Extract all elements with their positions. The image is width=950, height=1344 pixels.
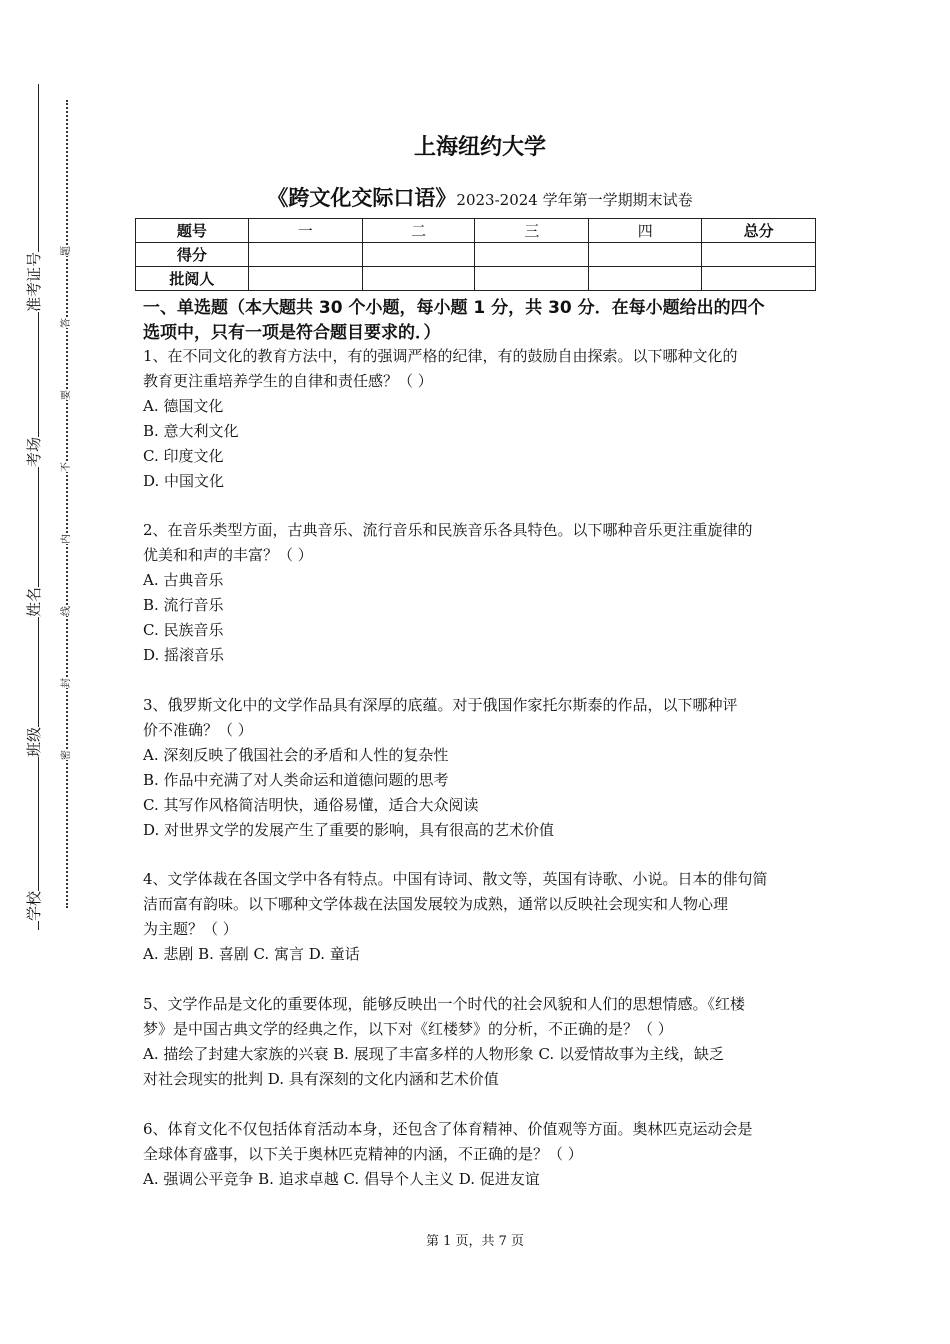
seal-char: 题 — [61, 246, 72, 256]
option-d[interactable]: D. 摇滚音乐 — [143, 646, 225, 664]
reviewer-cell[interactable] — [248, 267, 362, 291]
question-line: 教育更注重培养学生的自律和责任感？（ ） — [143, 372, 433, 390]
question-line: 1、在不同文化的教育方法中，有的强调严格的纪律，有的鼓励自由探索。以下哪种文化的 — [143, 347, 738, 365]
question-line: 梦》是中国古典文学的经典之作，以下对《红楼梦》的分析，不正确的是？（ ） — [143, 1020, 673, 1038]
binding-dotted-line — [66, 100, 68, 908]
question-line: 5、文学作品是文化的重要体现，能够反映出一个时代的社会风貌和人们的思想情感。《红楼 — [143, 995, 746, 1013]
label-class: 班级 — [24, 726, 43, 758]
question-line: 优美和和声的丰富？（ ） — [143, 546, 313, 564]
question-6-stem — [143, 1117, 811, 1167]
seal-char: 不 — [61, 462, 72, 472]
reviewer-cell[interactable] — [589, 267, 702, 291]
question-5-options — [143, 1042, 811, 1092]
option-c[interactable]: C. 民族音乐 — [143, 621, 224, 639]
question-line: 3、俄罗斯文化中的文学作品具有深厚的底蕴。对于俄国作家托尔斯泰的作品，以下哪种评 — [143, 696, 738, 714]
option-line[interactable]: 对社会现实的批判 D. 具有深刻的文化内涵和艺术价值 — [143, 1070, 499, 1088]
label-school: 学校 — [24, 890, 43, 922]
row-label: 得分 — [136, 243, 249, 267]
score-cell[interactable] — [702, 243, 816, 267]
seal-char: 线 — [61, 606, 72, 616]
option-a[interactable]: A. 德国文化 — [143, 397, 224, 415]
exam-term: 2023-2024 学年第一学期期末试卷 — [456, 191, 693, 209]
reviewer-row — [136, 267, 816, 291]
header-cell: 总分 — [702, 219, 816, 243]
section-heading-line: 一、单选题（本大题共 30 个小题，每小题 1 分，共 30 分．在每小题给出的四个 — [143, 298, 765, 318]
option-b[interactable]: B. 流行音乐 — [143, 596, 224, 614]
binding-solid-line — [38, 84, 39, 930]
score-table — [135, 218, 816, 291]
question-2-stem — [143, 518, 811, 568]
question-1-stem — [143, 344, 811, 394]
reviewer-cell[interactable] — [362, 267, 475, 291]
score-cell[interactable] — [362, 243, 475, 267]
question-line: 2、在音乐类型方面，古典音乐、流行音乐和民族音乐各具特色。以下哪种音乐更注重旋律的 — [143, 521, 753, 539]
header-cell: 二 — [362, 219, 475, 243]
page-footer: 第 1 页，共 7 页 — [425, 1234, 525, 1249]
header-cell: 一 — [248, 219, 362, 243]
option-a[interactable]: A. 古典音乐 — [143, 571, 224, 589]
question-line: 为主题？（ ） — [143, 920, 238, 938]
question-line: 全球体育盛事，以下关于奥林匹克精神的内涵，不正确的是？（ ） — [143, 1145, 583, 1163]
row-label: 批阅人 — [136, 267, 249, 291]
score-table-header-row — [136, 219, 816, 243]
score-cell[interactable] — [248, 243, 362, 267]
option-b[interactable]: B. 意大利文化 — [143, 422, 239, 440]
question-3-options — [143, 743, 811, 843]
school-name: 上海纽约大学 — [413, 135, 546, 160]
option-line[interactable]: A. 强调公平竞争 B. 追求卓越 C. 倡导个人主义 D. 促进友谊 — [143, 1170, 540, 1188]
section-heading-line: 选项中，只有一项是符合题目要求的．） — [143, 323, 441, 343]
reviewer-cell[interactable] — [475, 267, 589, 291]
question-line: 洁而富有韵味。以下哪种文学体裁在法国发展较为成熟，通常以反映社会现实和人物心理 — [143, 895, 729, 913]
header-cell: 四 — [589, 219, 702, 243]
binding-margin — [0, 0, 90, 1344]
label-exam-number: 准考证号 — [25, 251, 44, 313]
question-3-stem — [143, 693, 811, 743]
score-cell[interactable] — [589, 243, 702, 267]
exam-title — [143, 182, 817, 212]
question-1-options — [143, 394, 811, 494]
question-line: 4、文学体裁在各国文学中各有特点。中国有诗词、散文等，英国有诗歌、小说。日本的俳句简 — [143, 870, 768, 888]
option-c[interactable]: C. 印度文化 — [143, 447, 224, 465]
header-cell: 题号 — [136, 219, 249, 243]
seal-char: 密 — [61, 750, 72, 760]
reviewer-cell[interactable] — [702, 267, 816, 291]
question-5-stem — [143, 992, 811, 1042]
question-line: 6、体育文化不仅包括体育活动本身，还包含了体育精神、价值观等方面。奥林匹克运动会是 — [143, 1120, 753, 1138]
label-exam-room: 考场 — [24, 436, 43, 468]
seal-char: 要 — [61, 390, 72, 400]
course-name: 《跨文化交际口语》 — [267, 186, 457, 210]
option-d[interactable]: D. 中国文化 — [143, 472, 225, 490]
section-heading — [143, 296, 813, 346]
score-row — [136, 243, 816, 267]
option-d[interactable]: D. 对世界文学的发展产生了重要的影响，具有很高的艺术价值 — [143, 821, 555, 839]
option-line[interactable]: A. 悲剧 B. 喜剧 C. 寓言 D. 童话 — [143, 945, 360, 963]
option-line[interactable]: A. 描绘了封建大家族的兴衰 B. 展现了丰富多样的人物形象 C. 以爱情故事为主线，缺乏 — [143, 1045, 724, 1063]
option-c[interactable]: C. 其写作风格简洁明快，通俗易懂，适合大众阅读 — [143, 796, 479, 814]
question-4-options — [143, 942, 811, 967]
seal-char: 答 — [61, 318, 72, 328]
label-name: 姓名 — [24, 586, 43, 618]
header-cell: 三 — [475, 219, 589, 243]
score-cell[interactable] — [475, 243, 589, 267]
seal-char: 内 — [61, 534, 72, 544]
option-a[interactable]: A. 深刻反映了俄国社会的矛盾和人性的复杂性 — [143, 746, 449, 764]
question-6-options — [143, 1167, 811, 1192]
option-b[interactable]: B. 作品中充满了对人类命运和道德问题的思考 — [143, 771, 449, 789]
question-4-stem — [143, 867, 811, 942]
question-line: 价不准确？（ ） — [143, 721, 253, 739]
seal-char: 封 — [61, 678, 72, 688]
question-2-options — [143, 568, 811, 668]
